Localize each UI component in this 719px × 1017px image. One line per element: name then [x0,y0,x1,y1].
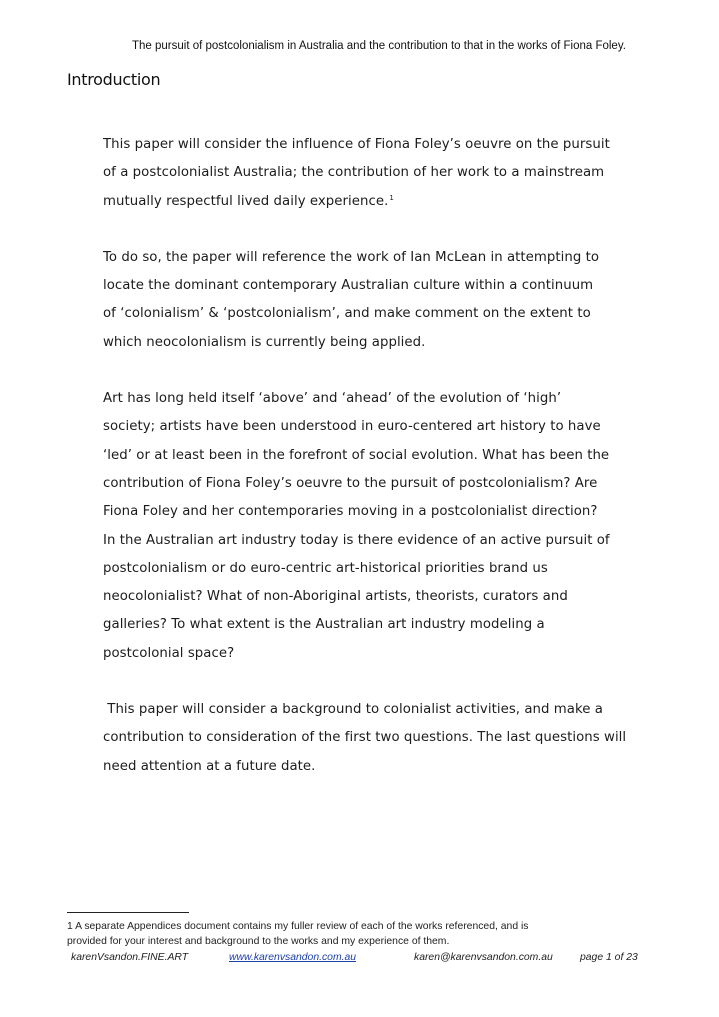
footer-brand: karenVsandon.FINE.ART [71,952,189,963]
text-line: which neocolonialism is currently being applied. [103,334,426,350]
text-line: To do so, the paper will reference the work of Ian McLean in attempting to [103,249,600,265]
text-line-with-footnote [103,188,663,216]
text-line: Fiona Foley and her contemporaries moving in a postcolonialist direction? [103,504,598,520]
text-line: postcolonial space? [103,645,235,661]
text-line: This paper will consider a background to colonialist activities, and make a [103,702,603,718]
text-line: need attention at a future date. [103,758,316,774]
text-line: of a postcolonialist Australia; the contribution of her work to a mainstream [103,165,605,181]
text-line: contribution of Fiona Foley’s oeuvre to the pursuit of postcolonialism? Are [103,475,598,491]
text-line: contribution to consideration of the first two questions. The last questions will [103,730,627,746]
running-header: The pursuit of postcolonialism in Australia and the contribution to that in the works of Fiona Foley. [132,40,626,52]
footer-email[interactable]: karen@karenvsandon.com.au [414,952,553,963]
footnote-reference[interactable]: 1 [389,193,394,202]
text-line: Art has long held itself ‘above’ and ‘ahead’ of the evolution of ‘high’ [103,391,562,407]
text-line: In the Australian art industry today is there evidence of an active pursuit of [103,532,610,548]
footnote-line: 1 A separate Appendices document contains my fuller review of each of the works referenced, and is [67,921,529,932]
paragraph [103,131,663,216]
paragraph [103,385,663,668]
text-line: mutually respectful lived daily experience. [103,193,389,209]
text-line: postcolonialism or do euro-centric art-historical priorities brand us [103,560,548,576]
footer-website-link[interactable]: www.karenvsandon.com.au [229,952,357,963]
text-line: society; artists have been understood in euro-centered art history to have [103,419,601,435]
text-line: ‘led’ or at least been in the forefront of social evolution. What has been the [103,447,610,463]
paragraph [103,696,663,781]
text-line: locate the dominant contemporary Australian culture within a continuum [103,278,594,294]
section-title: Introduction [67,70,161,89]
footnote-separator [67,912,189,913]
paragraph [103,244,663,357]
footnote [67,920,687,949]
page-number: page 1 of 23 [580,952,638,963]
text-line: galleries? To what extent is the Australian art industry modeling a [103,617,545,633]
text-line: This paper will consider the influence of Fiona Foley’s oeuvre on the pursuit [103,137,610,152]
text-line: neocolonialist? What of non-Aboriginal artists, theorists, curators and [103,589,568,605]
body-text [103,131,663,809]
footnote-line: provided for your interest and background to the works and my experience of them. [67,935,450,947]
text-line: of ‘colonialism’ & ‘postcolonialism’, and make comment on the extent to [103,306,591,322]
